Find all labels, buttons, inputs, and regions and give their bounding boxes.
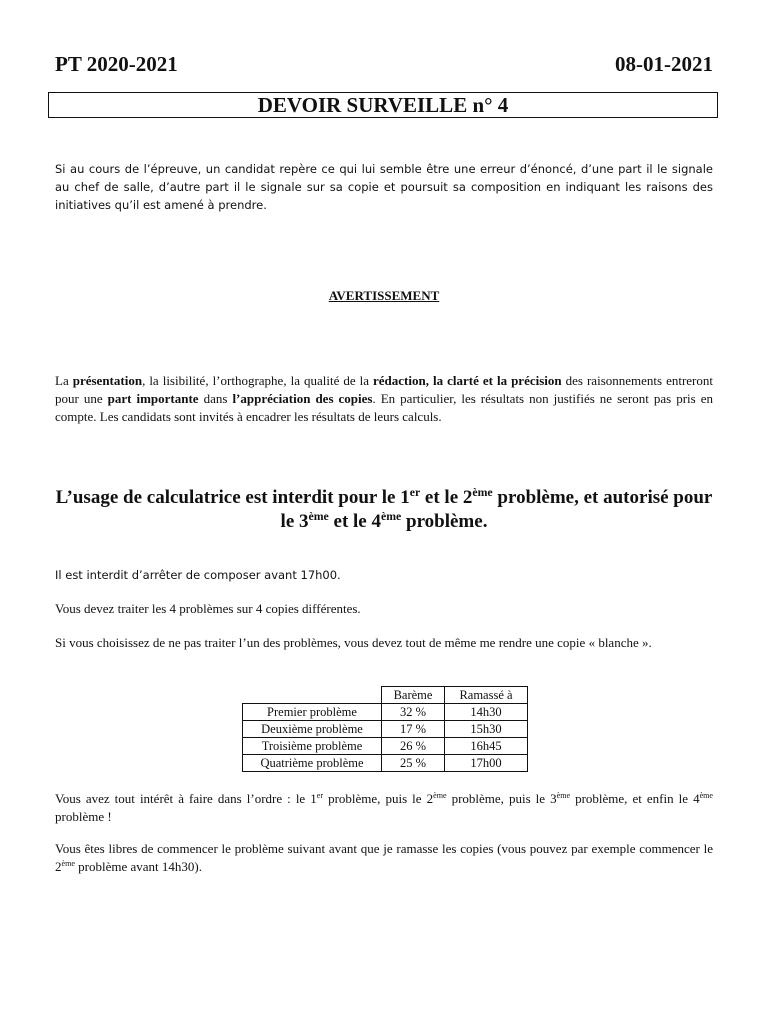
table-header-cell: Ramassé à — [445, 687, 528, 704]
order-text: Vous avez tout intérêt à faire dans l’ordre : le 1 — [55, 791, 317, 806]
calc-text: problème, et autorisé pour le 3 — [280, 487, 713, 532]
calc-sup: ème — [381, 509, 402, 523]
table-header-row — [243, 687, 528, 704]
order-sup: ème — [556, 791, 571, 801]
table-cell: 16h45 — [445, 738, 528, 755]
calc-text: L’usage de calculatrice est interdit pour le 1 — [55, 487, 410, 508]
next-text: problème avant 14h30). — [74, 859, 202, 874]
calc-text: problème. — [401, 511, 488, 532]
table-cell: 14h30 — [445, 704, 528, 721]
next-problem-paragraph — [55, 840, 713, 876]
order-sup: ème — [433, 791, 447, 801]
table-cell: Premier problème — [243, 704, 382, 721]
warning-text: . En particulier, les résultats non justifiés ne seront pas pris en compte. Les candidats sont invités à encadrer les résultats de leurs calculs. — [55, 391, 713, 424]
calc-text: et le 2 — [420, 487, 473, 508]
grading-table — [242, 686, 528, 772]
order-paragraph — [55, 790, 713, 826]
order-sup: er — [316, 791, 324, 801]
calculator-notice — [55, 486, 713, 534]
rule-stop-time: Il est interdit d’arrêter de composer avant 17h00. — [55, 568, 341, 582]
order-text: problème ! — [55, 809, 112, 824]
next-sup: ème — [61, 859, 75, 869]
warning-text: , la lisibilité, l’orthographe, la qualité de la — [142, 373, 374, 388]
warning-bold: présentation — [72, 373, 143, 388]
intro-paragraph: Si au cours de l’épreuve, un candidat repère ce qui lui semble être une erreur d’énoncé, d’une part il le signale au chef de salle, d’autre part il le signale sur sa copie et poursuit sa composition en indiquant les raisons des initiatives qu’il est amené à prendre. — [55, 162, 713, 212]
calc-text: et le 4 — [328, 511, 381, 532]
table-row — [243, 738, 528, 755]
table-cell: 17h00 — [445, 755, 528, 772]
calc-sup: ème — [472, 485, 493, 499]
exam-date: 08-01-2021 — [615, 52, 713, 76]
warning-paragraph — [55, 372, 713, 426]
table-cell: 26 % — [382, 738, 445, 755]
table-row — [243, 755, 528, 772]
order-text: problème, puis le 2 — [323, 791, 434, 806]
rule-separate-copies: Vous devez traiter les 4 problèmes sur 4 copies différentes. — [55, 601, 361, 616]
warning-text: des raisonnements entreront pour une — [55, 373, 714, 406]
warning-bold: rédaction, la clarté et la précision — [373, 373, 562, 388]
warning-heading: AVERTISSEMENT — [328, 288, 440, 303]
next-text: Vous êtes libres de commencer le problème suivant avant que je ramasse les copies (vous pouvez par exemple commencer le 2 — [55, 841, 713, 874]
rule-blank-copy: Si vous choisissez de ne pas traiter l’un des problèmes, vous devez tout de même me rendre une copie « blanche ». — [55, 635, 652, 650]
academic-year: PT 2020-2021 — [55, 52, 178, 76]
warning-text: La — [55, 373, 73, 388]
header-row — [55, 52, 713, 78]
order-text: problème, et enfin le 4 — [570, 791, 700, 806]
table-cell: 17 % — [382, 721, 445, 738]
page-title: DEVOIR SURVEILLE n° 4 — [48, 92, 718, 118]
table-row — [243, 704, 528, 721]
table-cell: 32 % — [382, 704, 445, 721]
warning-text: dans — [198, 391, 233, 406]
table-cell: Deuxième problème — [243, 721, 382, 738]
order-text: problème, puis le 3 — [446, 791, 557, 806]
warning-bold: part importante — [107, 391, 199, 406]
table-row — [243, 721, 528, 738]
table-cell: 25 % — [382, 755, 445, 772]
table-cell: Quatrième problème — [243, 755, 382, 772]
order-sup: ème — [699, 791, 713, 801]
table-header-cell: Barème — [382, 687, 445, 704]
table-cell: Troisième problème — [243, 738, 382, 755]
calc-sup: ème — [308, 509, 329, 523]
table-header-cell — [243, 687, 382, 704]
table-cell: 15h30 — [445, 721, 528, 738]
calc-sup: er — [409, 485, 421, 499]
warning-bold: l’appréciation des copies — [232, 391, 373, 406]
